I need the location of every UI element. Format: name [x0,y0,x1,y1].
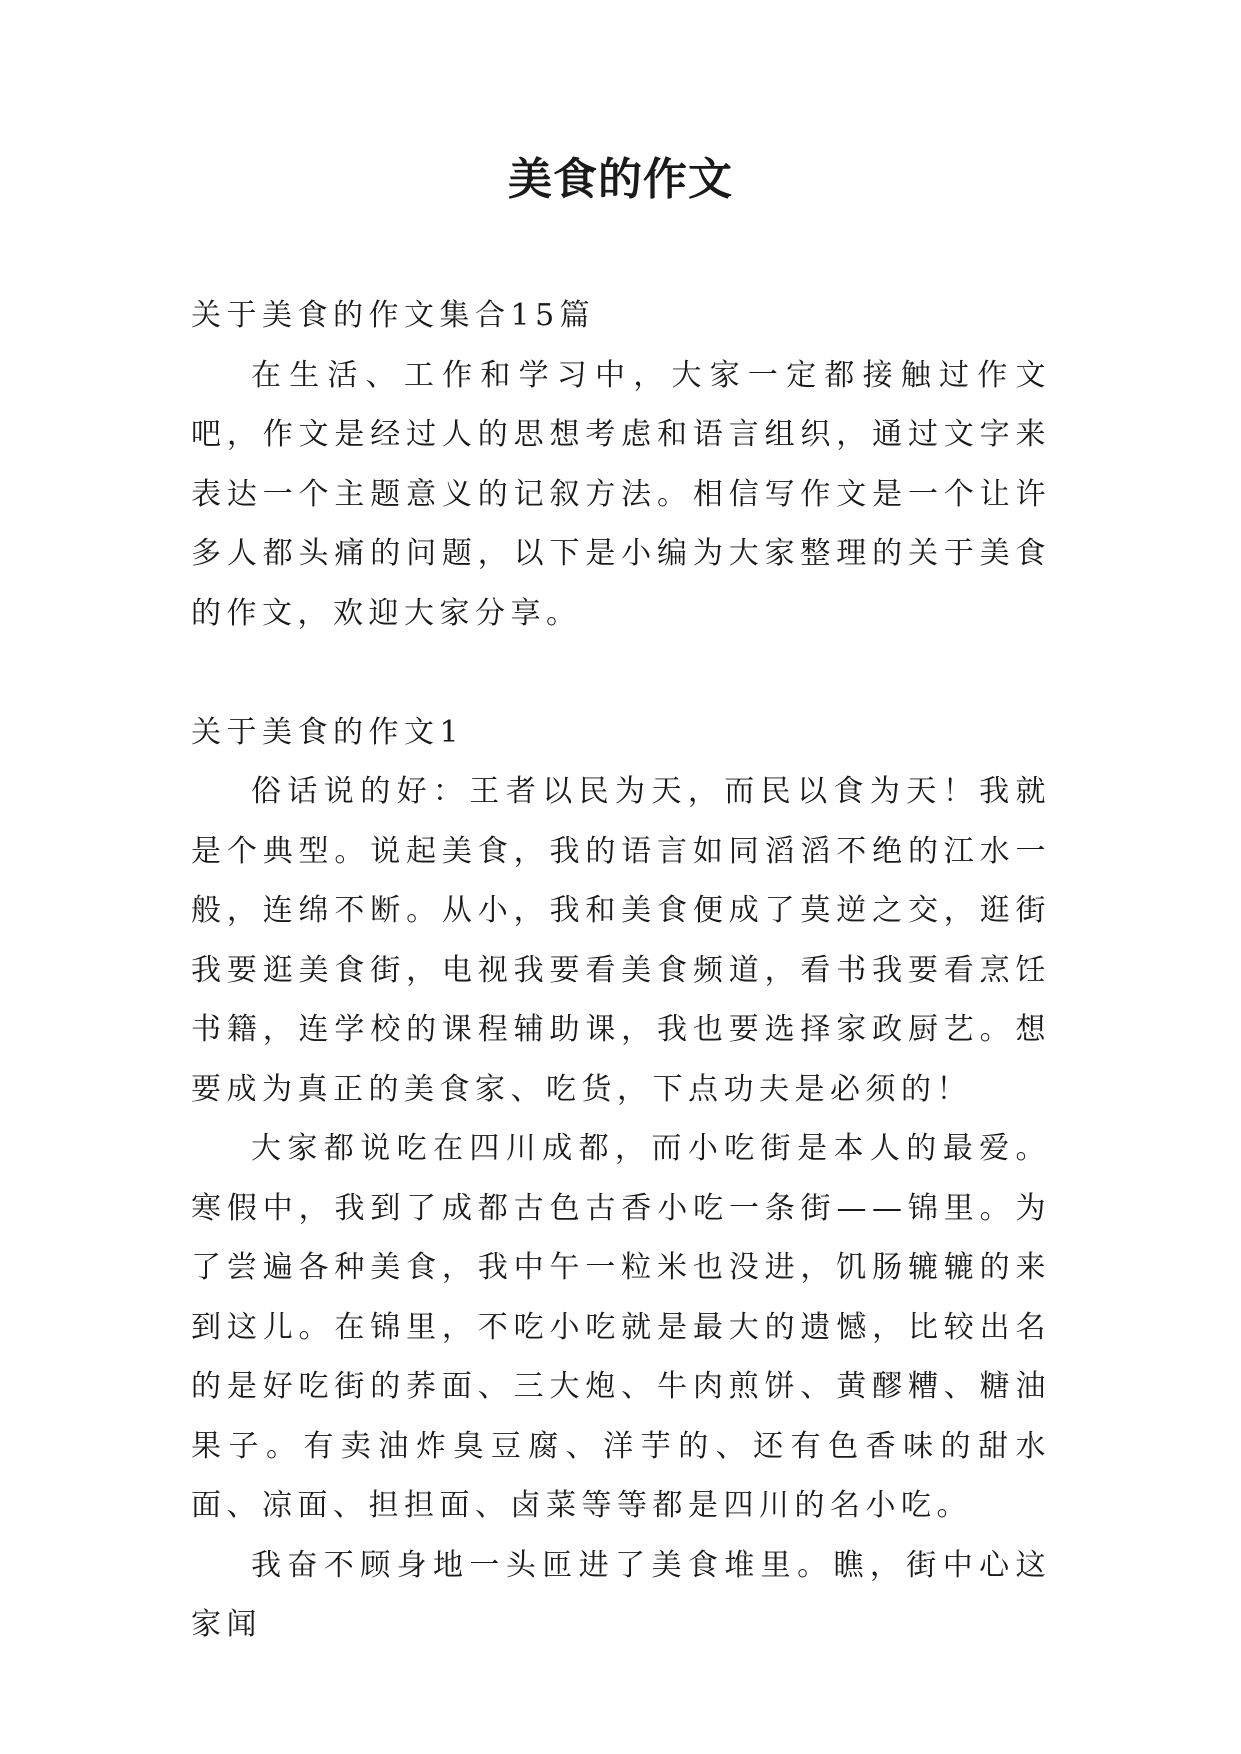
essay-paragraph: 俗话说的好：王者以民为天，而民以食为天！我就是个典型。说起美食，我的语言如同滔滔不绝的江水一般，连绵不断。从小，我和美食便成了莫逆之交，逛街我要逛美食街，电视我要看美食频道，看书我要看烹饪书籍，连学校的课程辅助课，我也要选择家政厨艺。想要成为真正的美食家、吃货，下点功夫是必须的！ [191,774,1051,1107]
collection-heading: 关于美食的作文集合15篇 [191,298,596,333]
essay-paragraph: 大家都说吃在四川成都，而小吃街是本人的最爱。寒假中，我到了成都古色古香小吃一条街——锦里。为了尝遍各种美食，我中午一粒米也没进，饥肠辘辘的来到这儿。在锦里，不吃小吃就是最大的遗憾，比较出名的是好吃街的荞面、三大炮、牛肉煎饼、黄醪糟、糖油果子。有卖油炸臭豆腐、洋芋的、还有色香味的甜水面、凉面、担担面、卤菜等等都是四川的名小吃。 [191,1131,1051,1523]
intro-paragraph: 在生活、工作和学习中，大家一定都接触过作文吧，作文是经过人的思想考虑和语言组织，通过文字来表达一个主题意义的记叙方法。相信写作文是一个让许多人都头痛的问题，以下是小编为大家整理的关于美食的作文，欢迎大家分享。 [191,357,1051,631]
essay-paragraph: 我奋不顾身地一头匝进了美食堆里。瞧，街中心这家闻 [191,1547,1051,1642]
essay-heading: 关于美食的作文1 [191,714,465,750]
document-title: 美食的作文 [508,154,733,205]
section-spacer [191,643,1051,703]
document-body [191,286,1051,1655]
